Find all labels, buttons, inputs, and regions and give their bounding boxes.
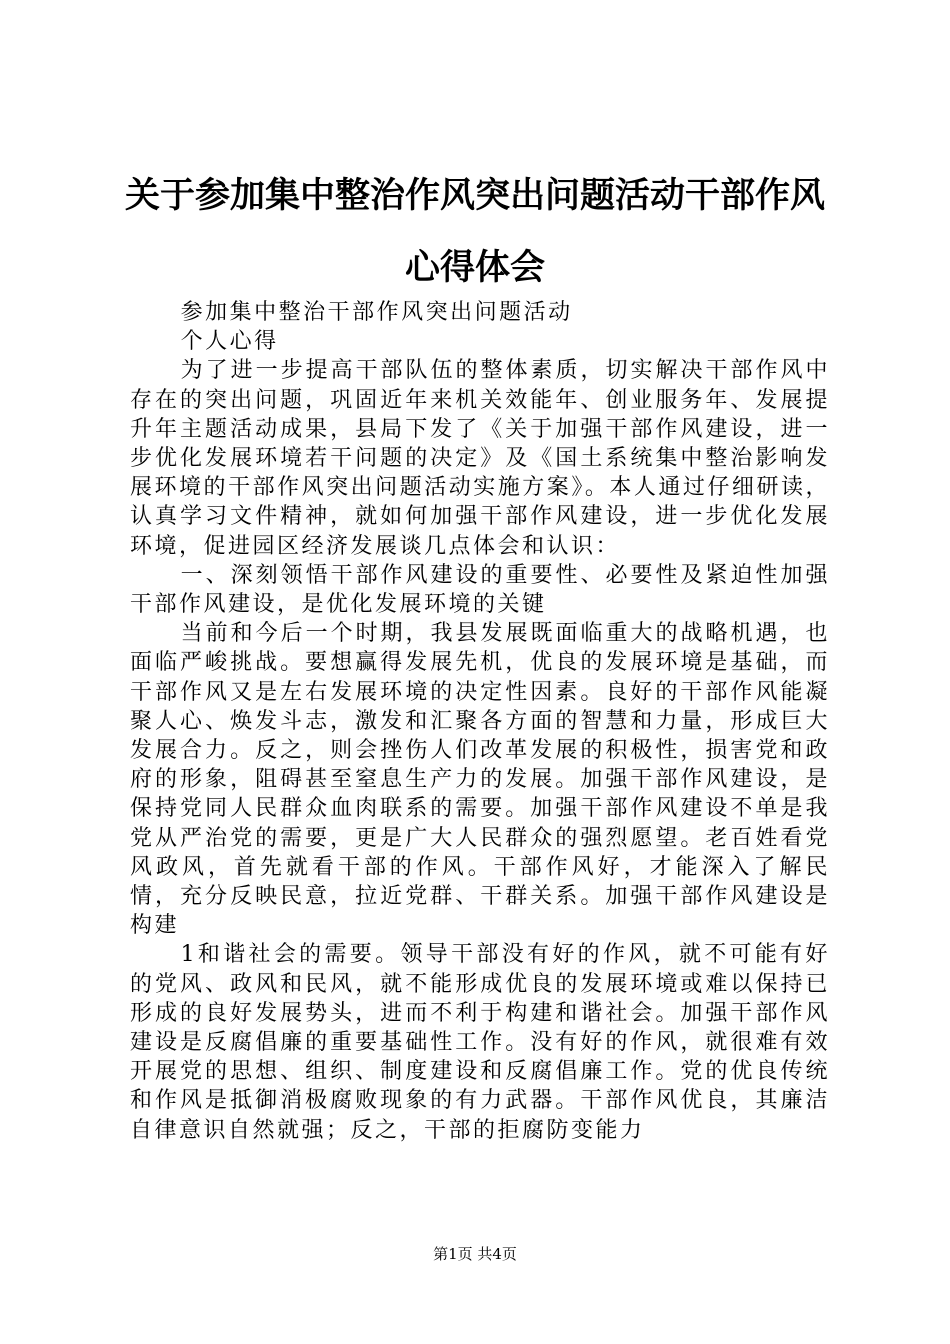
document-body bbox=[130, 298, 830, 1145]
section-heading: 一、深刻领悟干部作风建设的重要性、必要性及紧迫性加强干部作风建设，是优化发展环境的关键 bbox=[130, 562, 830, 618]
subtitle-line: 个人心得 bbox=[180, 329, 279, 355]
body-paragraph: 当前和今后一个时期，我县发展既面临重大的战略机遇，也面临严峻挑战。要想赢得发展先机，优良的发展环境是基础，而干部作风又是左右发展环境的决定性因素。良好的干部作风能凝聚人心、焕发斗志，激发和汇聚各方面的智慧和力量，形成巨大发展合力。反之，则会挫伤人们改革发展的积极性，损害党和政府的形象，阻碍甚至窒息生产力的发展。加强干部作风建设，是保持党同人民群众血肉联系的需要。加强干部作风建设不单是我党从严治党的需要，更是广大人民群众的强烈愿望。老百姓看党风政风，首先就看干部的作风。干部作风好，才能深入了解民情，充分反映民意，拉近党群、干群关系。加强干部作风建设是构建 bbox=[130, 621, 830, 939]
title-line-2: 心得体会 bbox=[404, 248, 545, 288]
document-title bbox=[100, 160, 850, 304]
title-line-1: 关于参加集中整治作风突出问题活动干部作风 bbox=[124, 176, 825, 216]
body-paragraph: 1和谐社会的需要。领导干部没有好的作风，就不可能有好的党风、政风和民风，就不能形成优良的发展环境或难以保持已形成的良好发展势头，进而不利于构建和谐社会。加强干部作风建设是反腐倡廉的重要基础性工作。没有好的作风，就很难有效开展党的思想、组织、制度建设和反腐倡廉工作。党的优良传统和作风是抵御消极腐败现象的有力武器。干部作风优良，其廉洁自律意识自然就强；反之，干部的拒腐防变能力 bbox=[130, 942, 830, 1143]
body-paragraph: 为了进一步提高干部队伍的整体素质，切实解决干部作风中存在的突出问题，巩固近年来机关效能年、创业服务年、发展提升年主题活动成果，县局下发了《关于加强干部作风建设，进一步优化发展环境若干问题的决定》及《国土系统集中整治影响发展环境的干部作风突出问题活动实施方案》。本人通过仔细研读，认真学习文件精神，就如何加强干部作风建设，进一步优化发展环境，促进园区经济发展谈几点体会和认识： bbox=[130, 358, 830, 559]
page-footer: 第1页 共4页 bbox=[433, 1245, 517, 1263]
subtitle-line: 参加集中整治干部作风突出问题活动 bbox=[180, 300, 573, 325]
